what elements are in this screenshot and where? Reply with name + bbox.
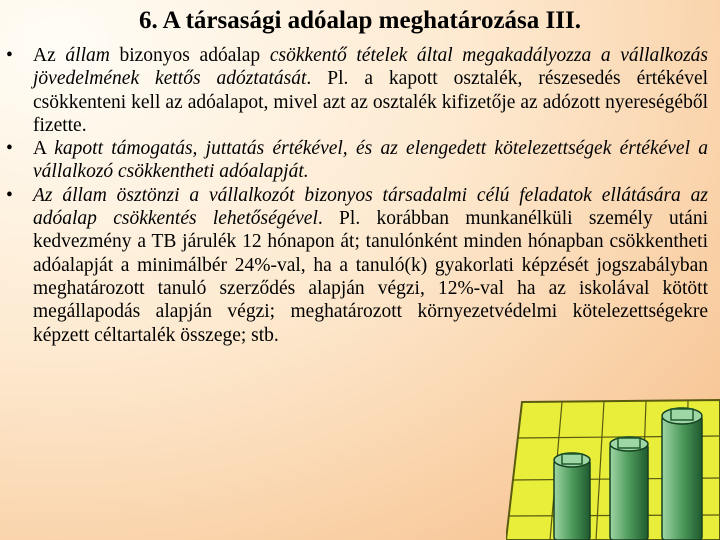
page-title: 6. A társasági adóalap meghatározása III. — [139, 7, 581, 34]
bullet-marker: • — [6, 45, 13, 66]
text-segment-italic: kapott támogatás, juttatás értékével, és az elengedett kötelezettségek értékével a vállalkozó csökkentheti adóalapját. — [33, 138, 708, 183]
money-stack-small — [554, 453, 590, 540]
bullet-text — [33, 44, 708, 137]
bullet-item — [6, 44, 708, 137]
text-segment: . Pl. a kapott osztalék, részesedés értékével csökkenteni kell az adóalapot, mivel azt az osztalék kifizetője az adózott nyereségéből fizette. — [33, 68, 709, 136]
text-segment-italic: csökkentő tételek által megakadályozza a vállalkozás jövedelmének kettős adóztatását — [33, 45, 709, 90]
money-growth-chart-icon — [506, 398, 720, 540]
bullet-text — [33, 184, 708, 347]
text-segment-italic: állam — [65, 45, 110, 66]
text-segment: Az — [33, 45, 66, 66]
text-segment: . Pl. korábban munkanélküli személy utáni kedvezmény a TB járulék 12 hónapon át; tanulónként minden hónapban csökkentheti adóalapját a minimálbér 24%-val, ha a tanuló(k) gyakorlati képzését jogszabályban meghatározott tanuló szerződés alapján végzi, 12%-val ha az iskolával kötött megállapodás alapján végzi; meghatározott környezetvédelmi kötelezettségekre képzett céltartalék összege; stb. — [33, 208, 708, 346]
money-stack-medium — [610, 437, 648, 540]
text-segment: A — [33, 138, 55, 160]
bullet-item — [6, 137, 708, 184]
money-stack-large — [662, 408, 702, 540]
bullet-text — [33, 137, 708, 184]
bullet-list — [6, 44, 708, 347]
bullet-marker: • — [6, 138, 13, 160]
bullet-item — [6, 184, 708, 347]
text-segment-italic: Az állam ösztönzi a vállalkozót bizonyos társadalmi célú feladatok ellátására az adóalap csökkentés lehetőségével — [33, 184, 708, 230]
bullet-marker: • — [6, 184, 13, 206]
text-segment: bizonyos adóalap — [109, 45, 270, 66]
